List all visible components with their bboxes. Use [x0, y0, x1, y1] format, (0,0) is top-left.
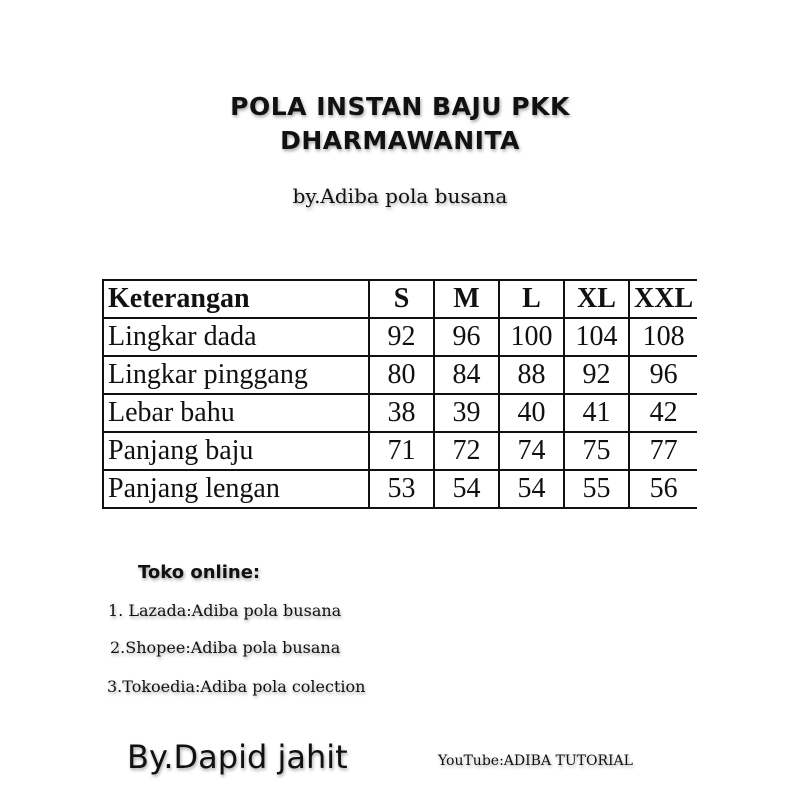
table-row — [103, 432, 697, 470]
youtube-channel: YouTube:ADIBA TUTORIAL — [438, 753, 633, 769]
shop-item-shopee: 2.Shopee:Adiba pola busana — [110, 638, 341, 657]
table-cell: 55 — [564, 470, 629, 508]
table-header-row — [103, 280, 697, 318]
table-cell: 108 — [629, 318, 697, 356]
header-cell: S — [369, 280, 434, 318]
header-cell: XL — [564, 280, 629, 318]
table-cell: 53 — [369, 470, 434, 508]
table-cell: 96 — [629, 356, 697, 394]
header-cell: L — [499, 280, 564, 318]
row-label: Panjang baju — [103, 432, 369, 470]
shop-item-tokopedia: 3.Tokoedia:Adiba pola colection — [107, 677, 366, 696]
author-signature: By.Dapid jahit — [127, 738, 348, 776]
title-line-2: DHARMAWANITA — [280, 126, 520, 155]
table-cell: 92 — [369, 318, 434, 356]
online-shops-title: Toko online: — [138, 562, 261, 583]
table-row — [103, 318, 697, 356]
subtitle: by.Adiba pola busana — [292, 184, 508, 208]
table-cell: 54 — [434, 470, 499, 508]
table-cell: 104 — [564, 318, 629, 356]
header-cell: XXL — [629, 280, 697, 318]
table-cell: 92 — [564, 356, 629, 394]
table-cell: 84 — [434, 356, 499, 394]
table-cell: 88 — [499, 356, 564, 394]
table-cell: 40 — [499, 394, 564, 432]
table-cell: 42 — [629, 394, 697, 432]
size-table — [102, 279, 697, 509]
row-label: Lebar bahu — [103, 394, 369, 432]
header-cell: M — [434, 280, 499, 318]
table-cell: 72 — [434, 432, 499, 470]
table-cell: 80 — [369, 356, 434, 394]
table-cell: 75 — [564, 432, 629, 470]
table-row — [103, 394, 697, 432]
table-row — [103, 470, 697, 508]
page-title — [0, 90, 800, 158]
table-cell: 71 — [369, 432, 434, 470]
row-label: Panjang lengan — [103, 470, 369, 508]
title-line-1: POLA INSTAN BAJU PKK — [230, 92, 570, 121]
table-row — [103, 356, 697, 394]
table-cell: 77 — [629, 432, 697, 470]
table-cell: 100 — [499, 318, 564, 356]
table-cell: 38 — [369, 394, 434, 432]
shop-item-lazada: 1. Lazada:Adiba pola busana — [108, 601, 342, 620]
table-cell: 56 — [629, 470, 697, 508]
table-cell: 74 — [499, 432, 564, 470]
table-cell: 54 — [499, 470, 564, 508]
header-cell: Keterangan — [103, 280, 369, 318]
table-cell: 41 — [564, 394, 629, 432]
row-label: Lingkar pinggang — [103, 356, 369, 394]
table-cell: 96 — [434, 318, 499, 356]
table-cell: 39 — [434, 394, 499, 432]
row-label: Lingkar dada — [103, 318, 369, 356]
